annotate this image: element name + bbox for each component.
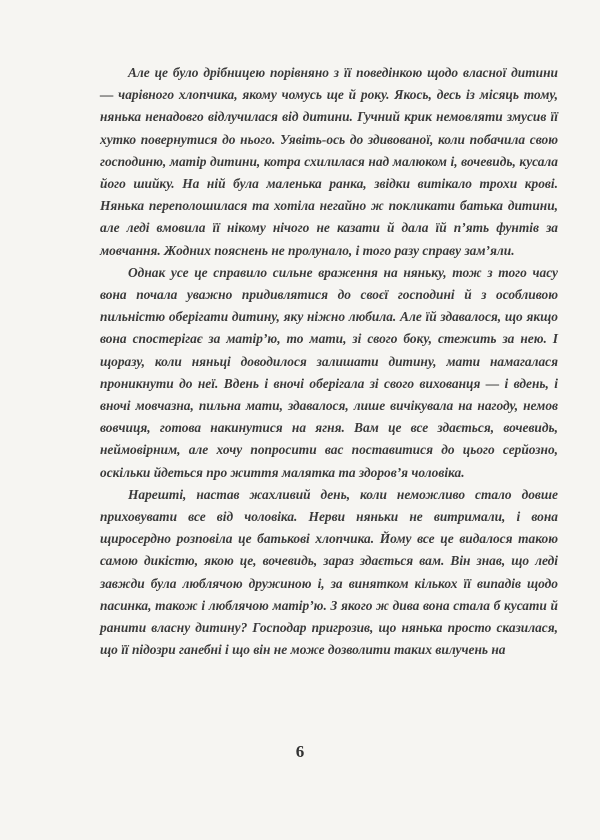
page-number: 6 — [295, 742, 305, 761]
paragraph-2: Однак усе це справило сильне враження на няньку, тож з того часу вона почала уважно придивлятися до своєї господині й з особливою пильністю оберігати дитину, яку ніжно любила. Але їй здавалося, що якщо вона спостерігає за матір’ю, то мати, зі свого боку, стежить за нею. І щоразу, коли няньці доводилося залишати дитину, мати намагалася проникнути до неї. Вдень і вночі оберігала зі свого вихованця — і вдень, і вночі мовчазна, пильна мати, здавалося, лише вичікувала на нагоду, немов вовчиця, готова накинутися на ягня. Вам це все здається, вочевидь, неймовірним, але хочу попросити вас поставитися до цього серйозно, оскільки йдеться про життя малятка та здоров’я чоловіка. — [100, 264, 558, 480]
paragraph-1: Але це було дрібницею порівняно з її поведінкою щодо власної дитини — чарівного хлопчика, якому чомусь ще й року. Якось, десь із місяць тому, нянька ненадовго відлучилася від дитини. Гучний крик немовляти змусив її хутко повернутися до нього. Уявіть-ось до здивованої, коли побачила свою господиню, матір дитини, котра схилилася над малюком і, вочевидь, кусала його шийку. На ній була маленька ранка, звідки витікало трохи крові. Нянька переполошилася та хотіла негайно ж покликати батька дитини, але леді вмовила її нікому нічого не казати й дала їй п’ять фунтів за мовчання. Жодних пояснень не пролунало, і того разу справу зам’яли. — [100, 65, 558, 258]
body-text — [100, 62, 558, 661]
paragraph-3: Нарешті, настав жахливий день, коли неможливо стало довше приховувати все від чоловіка. Нерви няньки не витримали, і вона щиросердно розповіла це батькові хлопчика. Йому все це видалося такою самою дикістю, якою це, вочевидь, зараз здається вам. Він знав, що леді завжди була люблячою дружиною і, за винятком кількох її випадів щодо пасинка, також і люблячою матір’ю. З якого ж дива вона стала б кусати й ранити власну дитину? Господар пригрозив, що нянька просто сказилася, що її підозри ганебні і що він не може дозволити таких вилучень на — [100, 486, 558, 658]
